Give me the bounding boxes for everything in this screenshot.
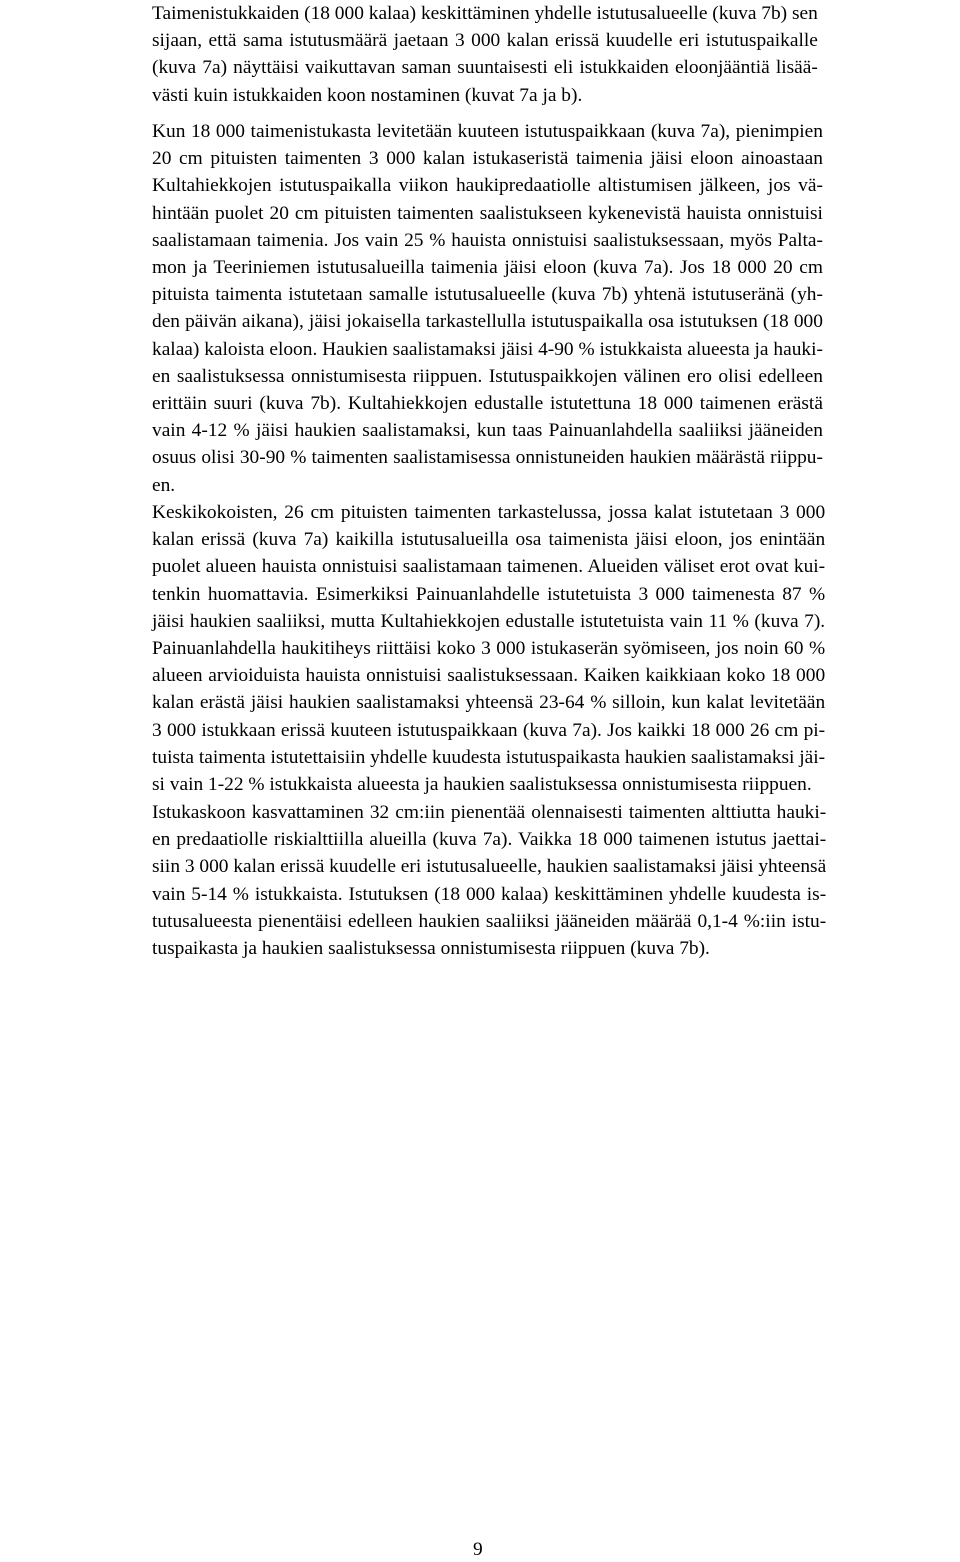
text-line: vain 5-14 % istukkaista. Istutuksen (18 000 kalaa) keskittäminen yhdelle kuudesta is- [152, 883, 827, 905]
paragraph-3 [152, 499, 825, 798]
text-line: en predaatiolle riskialttiilla alueilla (kuva 7a). Vaikka 18 000 taimenen istutus jaettai- [152, 829, 827, 851]
text-line: Keskikokoisten, 26 cm pituisten taimenten tarkastelussa, jossa kalat istutetaan 3 000 [152, 502, 826, 523]
text-line: erittäin suuri (kuva 7b). Kultahiekkojen edustalle istutettuna 18 000 taimenen erästä [152, 393, 823, 415]
text-line: 3 000 istukkaan erissä kuuteen istutuspaikkaan (kuva 7a). Jos kaikki 18 000 26 cm pi- [152, 719, 826, 741]
text-line: kalan erästä jäisi haukien saalistamaksi yhteensä 23-64 % silloin, kun kalat levitetään [152, 692, 826, 714]
text-line: tuista taimenta istutettaisiin yhdelle kuudesta istutuspaikasta haukien saalistamaksi jäi- [152, 746, 826, 768]
paragraph-2 [152, 118, 823, 499]
text-line: västi kuin istukkaiden koon nostaminen (kuvat 7a ja b). [152, 84, 583, 106]
text-line: pituista taimenta istutetaan samalle istutusalueelle (kuva 7b) yhtenä istutuseränä (yh- [152, 284, 823, 306]
text-line: si vain 1-22 % istukkaista alueesta ja haukien saalistuksessa onnistumisesta riippuen. [152, 774, 812, 796]
text-line: hintään puolet 20 cm pituisten taimenten saalistukseen kykenevistä hauista onnistuisi [152, 202, 823, 224]
text-line: sijaan, että sama istutusmäärä jaetaan 3 000 kalan erissä kuudelle eri istutuspaikalle [152, 30, 818, 52]
text-line: tuspaikasta ja haukien saalistuksessa onnistumisesta riippuen (kuva 7b). [152, 938, 710, 960]
text-line: kalaa) kaloista eloon. Haukien saalistamaksi jäisi 4-90 % istukkaista alueesta ja hauki- [152, 338, 823, 360]
text-line: Painuanlahdella haukitiheys riittäisi koko 3 000 istukaserän syömiseen, jos noin 60 % [152, 638, 826, 660]
text-line: 20 cm pituisten taimenten 3 000 kalan istukaseristä taimenia jäisi eloon ainoastaan [152, 148, 823, 170]
text-line: tenkin huomattavia. Esimerkiksi Painuanlahdelle istutetuista 3 000 taimenesta 87 % [152, 583, 826, 605]
text-line: en. [152, 474, 176, 496]
text-line: Kun 18 000 taimenistukasta levitetään kuuteen istutuspaikkaan (kuva 7a), pienimpien [152, 121, 823, 142]
text-line: Istukaskoon kasvattaminen 32 cm:iin pienentää olennaisesti taimenten alttiutta hauki- [152, 802, 827, 823]
text-line: tutusalueesta pienentäisi edelleen haukien saaliiksi jääneiden määrää 0,1-4 %:iin istu- [152, 910, 827, 932]
text-line: alueen arvioiduista hauista onnistuisi saalistuksessaan. Kaiken kaikkiaan koko 18 000 [152, 665, 826, 687]
text-line: mon ja Teeriniemen istutusalueilla taimenia jäisi eloon (kuva 7a). Jos 18 000 20 cm [152, 257, 823, 279]
text-line: saalistamaan taimenia. Jos vain 25 % hauista onnistuisi saalistuksessaan, myös Palta- [152, 229, 823, 251]
text-line: puolet alueen hauista onnistuisi saalistamaan taimenen. Alueiden väliset erot ovat kui- [152, 556, 826, 578]
page-number: 9 [473, 1539, 483, 1560]
text-line: Kultahiekkojen istutuspaikalla viikon haukipredaatiolle altistumisen jälkeen, jos vä- [152, 175, 823, 197]
text-line: siin 3 000 kalan erissä kuudelle eri istutusalueelle, haukien saalistamaksi jäisi yhteensä [152, 856, 827, 878]
text-line: den päivän aikana), jäisi jokaisella tarkastellulla istutuspaikalla osa istutuksen (18 000 [152, 311, 823, 333]
text-line: jäisi haukien saaliiksi, mutta Kultahiekkojen edustalle istutetuista vain 11 % (kuva 7). [152, 610, 826, 632]
text-line: en saalistuksessa onnistumisesta riippuen. Istutuspaikkojen välinen ero olisi edelleen [152, 365, 823, 387]
text-line: vain 4-12 % jäisi haukien saalistamaksi, kun taas Painuanlahdella saaliiksi jääneiden [152, 420, 823, 442]
text-line: (kuva 7a) näyttäisi vaikuttavan saman suuntaisesti eli istukkaiden eloonjääntiä lisää- [152, 57, 818, 79]
text-line: kalan erissä (kuva 7a) kaikilla istutusalueilla osa taimenista jäisi eloon, jos enintään [152, 529, 826, 551]
paragraph-4 [152, 799, 826, 962]
text-line: osuus olisi 30-90 % taimenten saalistamisessa onnistuneiden haukien määrästä riippu- [152, 447, 823, 469]
text-line: Taimenistukkaiden (18 000 kalaa) keskittäminen yhdelle istutusalueelle (kuva 7b) sen [152, 3, 818, 24]
paragraph-1 [152, 0, 818, 109]
